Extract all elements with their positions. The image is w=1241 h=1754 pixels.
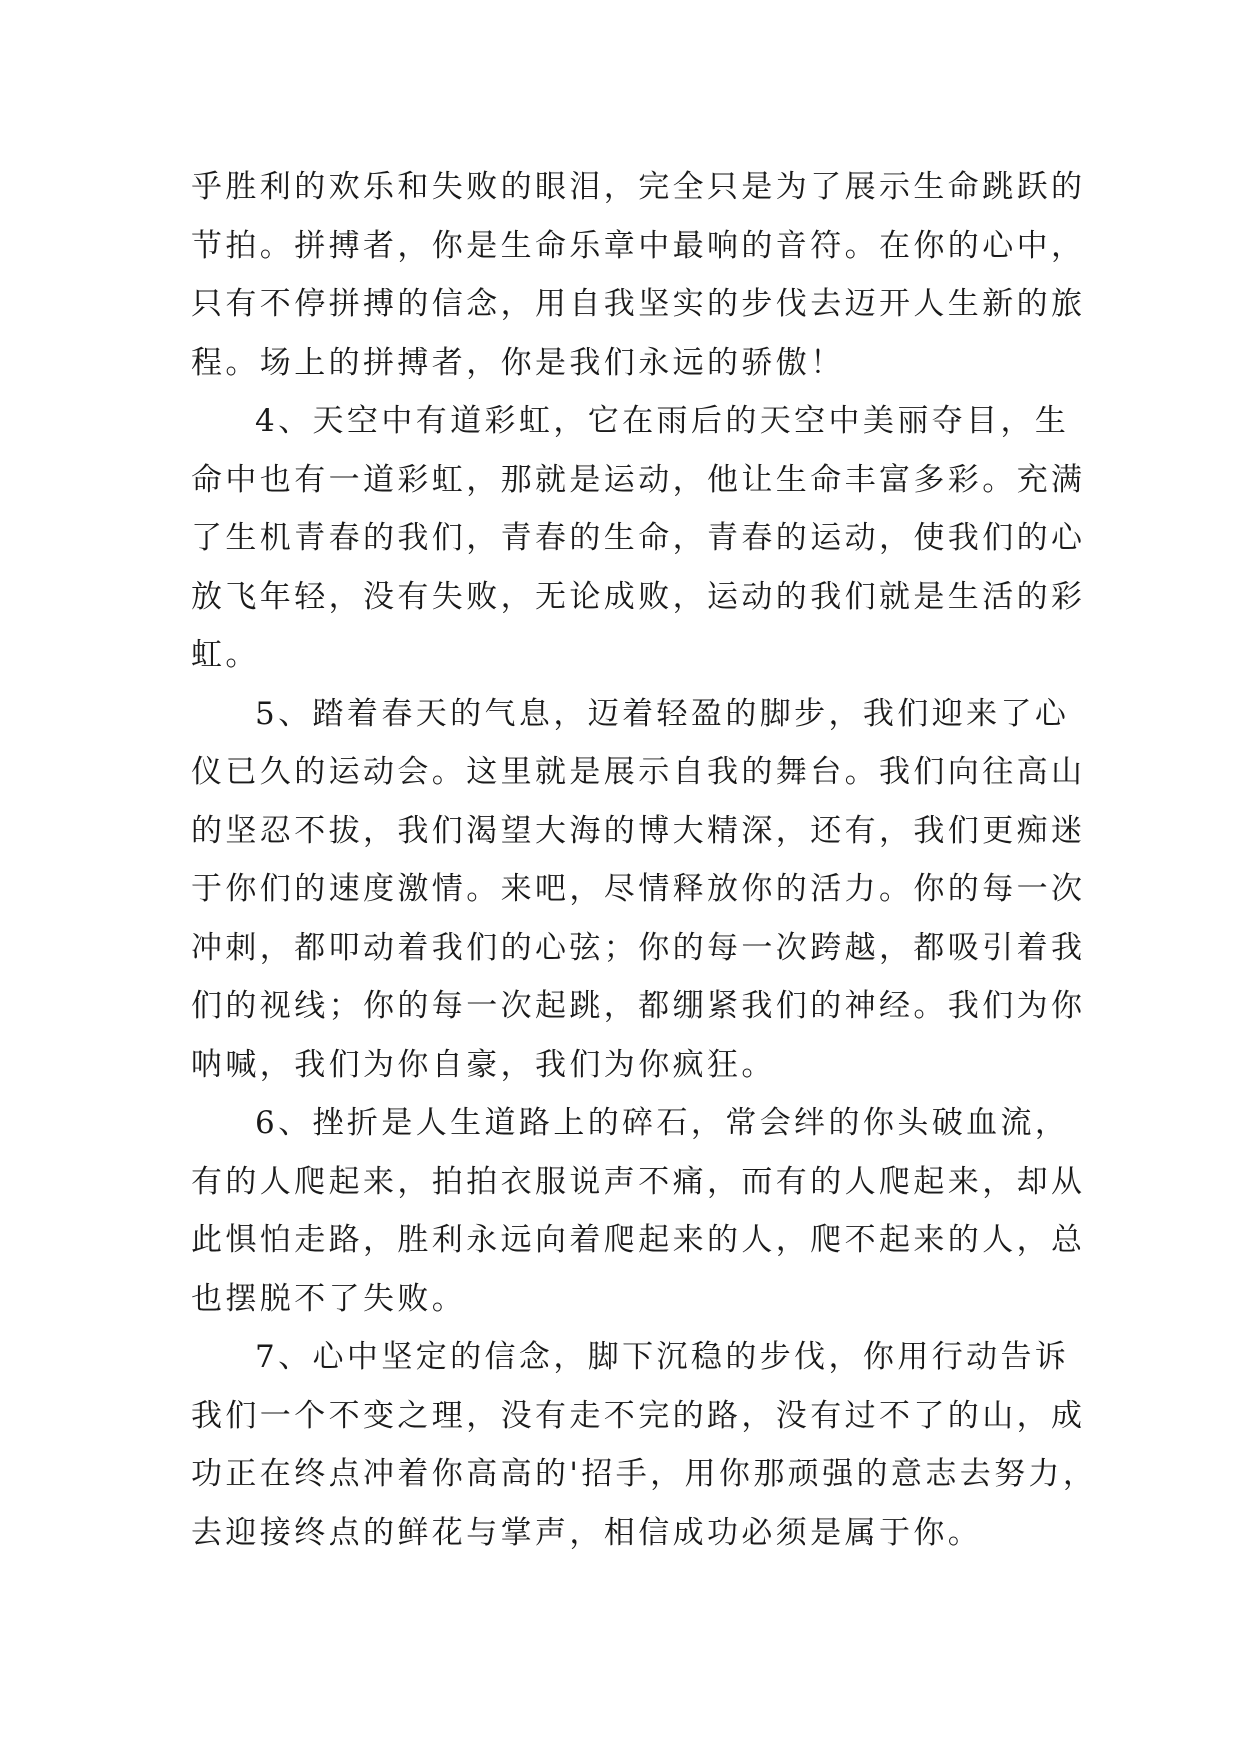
paragraph-6-first-line: 6、挫折是人生道路上的碎石，常会绊的你头破血流， bbox=[255, 1105, 1070, 1141]
text-line: 放飞年轻，没有失败，无论成败，运动的我们就是生活的彩 bbox=[191, 578, 1086, 615]
text-line: 的坚忍不拔，我们渴望大海的博大精深，还有，我们更痴迷 bbox=[191, 812, 1086, 849]
text-line: 乎胜利的欢乐和失败的眼泪，完全只是为了展示生命跳跃的 bbox=[191, 169, 1086, 205]
text-line: 了生机青春的我们，青春的生命，青春的运动，使我们的心 bbox=[191, 520, 1086, 556]
text-line: 于你们的速度激情。来吧，尽情释放你的活力。你的每一次 bbox=[191, 871, 1086, 907]
text-line: 命中也有一道彩虹，那就是运动，他让生命丰富多彩。充满 bbox=[191, 461, 1086, 498]
text-line: 去迎接终点的鲜花与掌声，相信成功必须是属于你。 bbox=[191, 1514, 983, 1551]
paragraph-4-first-line: 4、天空中有道彩虹，它在雨后的天空中美丽夺目，生 bbox=[255, 403, 1070, 439]
text-line: 程。场上的拼搏者，你是我们永远的骄傲！ bbox=[191, 344, 845, 381]
text-line: 冲刺，都叩动着我们的心弦；你的每一次跨越，都吸引着我 bbox=[191, 929, 1086, 966]
text-line: 此惧怕走路，胜利永远向着爬起来的人，爬不起来的人，总 bbox=[191, 1222, 1086, 1258]
paragraph-5-first-line: 5、踏着春天的气息，迈着轻盈的脚步，我们迎来了心 bbox=[255, 695, 1070, 732]
text-line: 只有不停拼搏的信念，用自我坚实的步伐去迈开人生新的旅 bbox=[191, 286, 1086, 322]
text-line: 节拍。拼搏者，你是生命乐章中最响的音符。在你的心中， bbox=[191, 227, 1086, 264]
text-line: 功正在终点冲着你高高的'招手，用你那顽强的意志去努力， bbox=[191, 1456, 1098, 1492]
text-line: 们的视线；你的每一次起跳，都绷紧我们的神经。我们为你 bbox=[191, 988, 1086, 1024]
text-line: 呐喊，我们为你自豪，我们为你疯狂。 bbox=[191, 1046, 776, 1083]
text-line: 我们一个不变之理，没有走不完的路，没有过不了的山，成 bbox=[191, 1397, 1086, 1434]
text-line: 虹。 bbox=[191, 637, 260, 673]
paragraph-7-first-line: 7、心中坚定的信念，脚下沉稳的步伐，你用行动告诉 bbox=[255, 1339, 1070, 1375]
document-body bbox=[191, 158, 1098, 1562]
text-line: 仪已久的运动会。这里就是展示自我的舞台。我们向往高山 bbox=[191, 754, 1086, 790]
text-line: 有的人爬起来，拍拍衣服说声不痛，而有的人爬起来，却从 bbox=[191, 1163, 1086, 1200]
text-line: 也摆脱不了失败。 bbox=[191, 1280, 467, 1317]
